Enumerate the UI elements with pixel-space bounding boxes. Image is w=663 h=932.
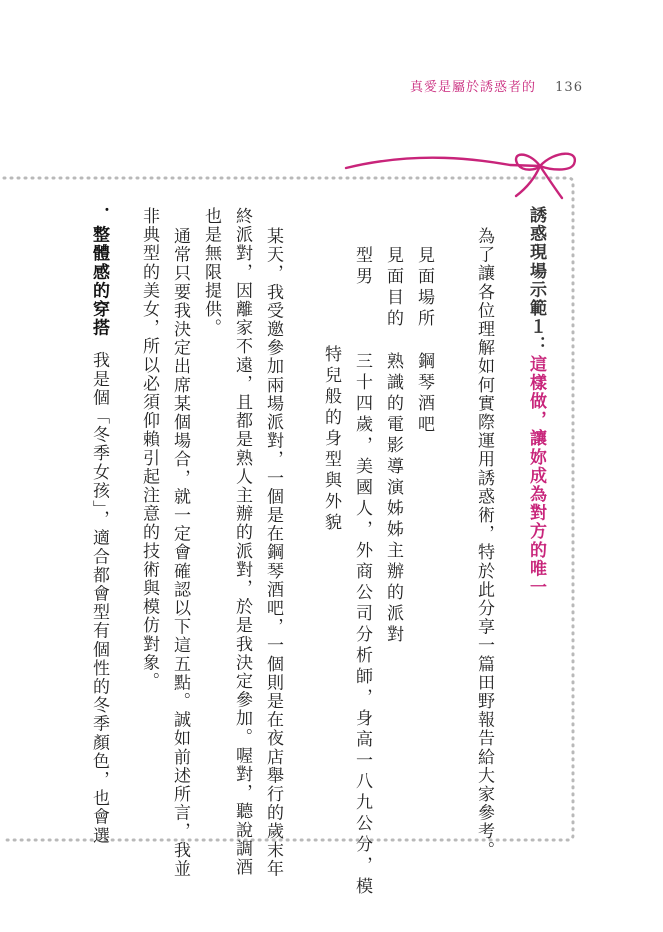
paragraph-2-line-2: 非典型的美女，所以必須仰賴引起注意的技術與模仿對象。 — [139, 207, 159, 691]
header-title: 真愛是屬於誘惑者的 — [410, 80, 537, 95]
intro-paragraph: 為了讓各位理解如何實際運用誘惑術，特於此分享一篇田野報告給大家參考。 — [474, 227, 494, 860]
bullet-item — [90, 207, 107, 845]
type-value-line2: 特兒般的身型與外貌 — [321, 345, 341, 534]
section-heading — [527, 206, 544, 597]
page-number: 136 — [555, 80, 583, 95]
heading-prefix: 誘惑現場示範１： — [526, 206, 546, 355]
paragraph-2-line-1: 通常只要我決定出席某個場合，就一定會確認以下這五點。誠如前述所言，我並 — [170, 227, 190, 878]
type-value-line1: 三十四歲，美國人，外商公司分析師，身高一八九公分，模 — [352, 352, 372, 898]
bullet-title: ．整體感的穿搭 — [89, 207, 109, 338]
purpose-value: 熟識的電影導演姊姊主辦的派對 — [383, 352, 403, 646]
paragraph-1-line-2: 終派對，因離家不遠，且都是熟人主辦的派對，於是我決定參加。喔對，聽說調酒 — [232, 207, 252, 877]
paragraph-1-line-3: 也是無限提供。 — [201, 207, 221, 338]
place-value: 鋼琴酒吧 — [414, 352, 434, 436]
type-label: 型男 — [352, 246, 372, 288]
heading-highlight: 這樣做，讓妳成為對方的唯一 — [526, 354, 546, 597]
paragraph-1-line-1: 某天，我受邀參加兩場派對，一個是在鋼琴酒吧，一個則是在夜店舉行的歲末年 — [263, 227, 283, 878]
ribbon-bow-icon — [346, 154, 575, 198]
place-label: 見面場所 — [414, 246, 434, 330]
bullet-text: 我是個「冬季女孩」，適合都會型有個性的冬季顏色，也會選 — [89, 351, 109, 845]
purpose-label: 見面目的 — [383, 246, 403, 330]
